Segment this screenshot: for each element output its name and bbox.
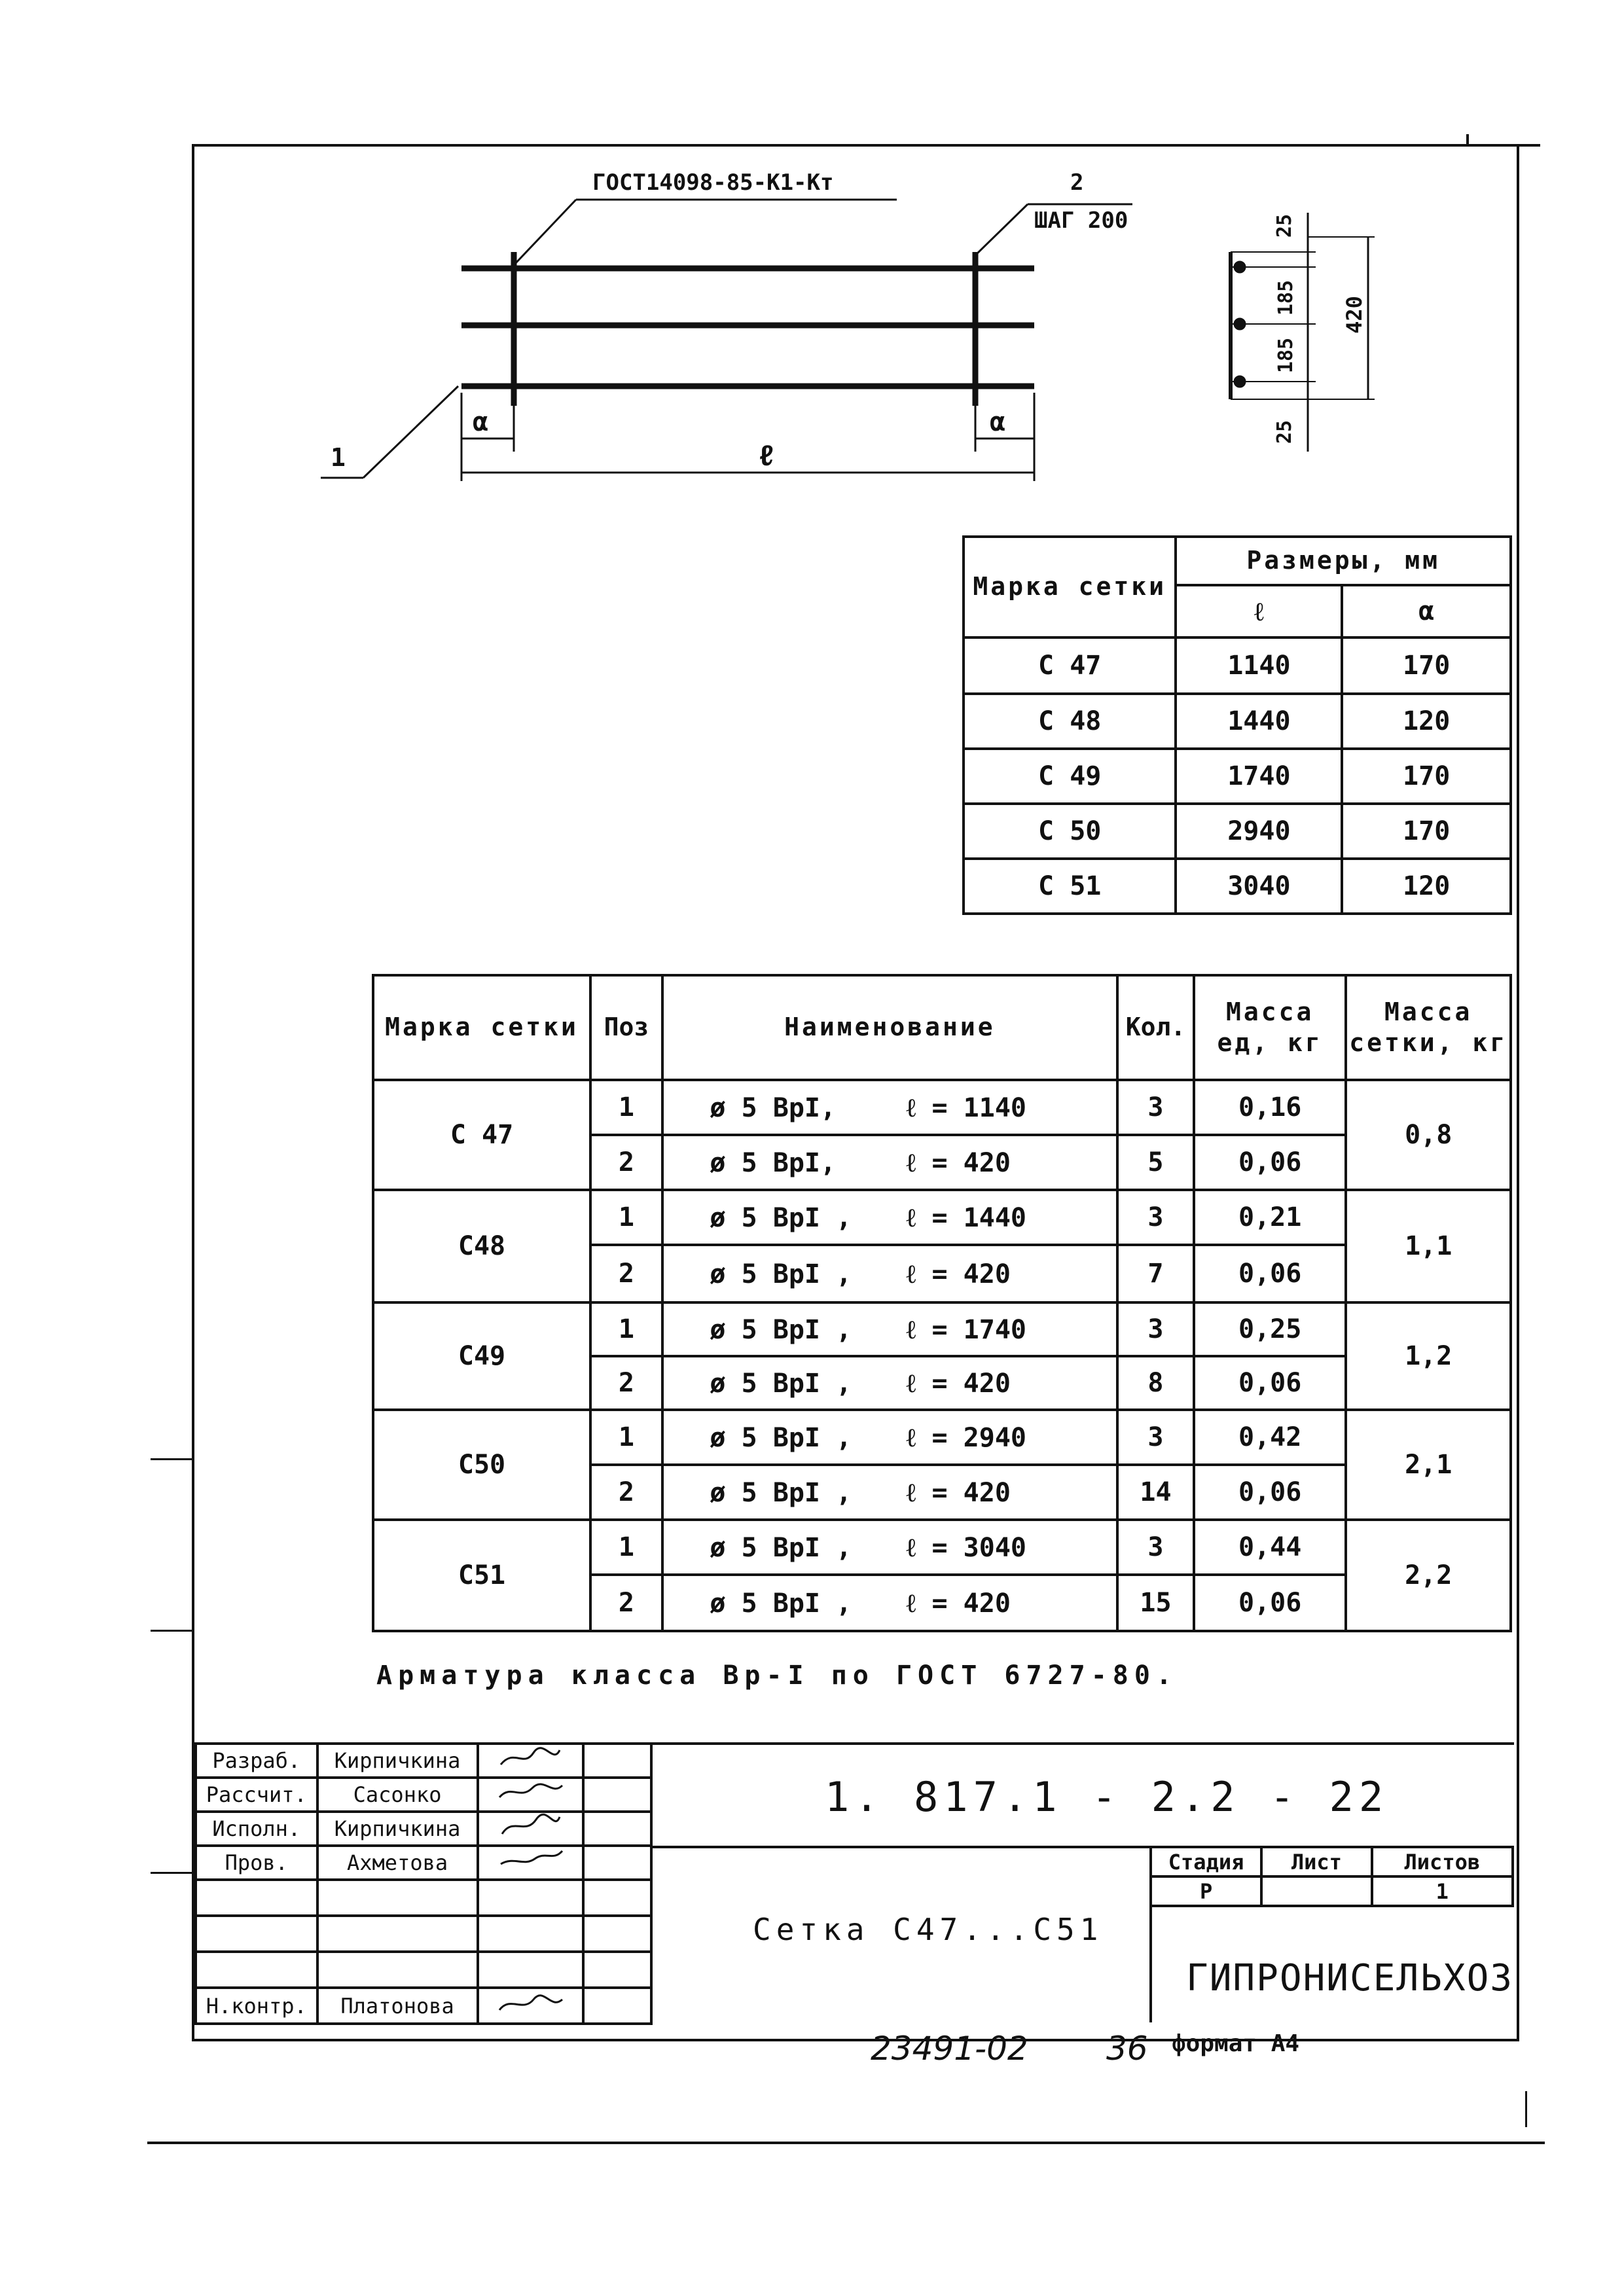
spec-qty: 3 (1117, 1190, 1194, 1245)
table-row (964, 749, 1511, 804)
spec-pos: 1 (590, 1190, 662, 1245)
dim-l: ℓ (758, 439, 776, 473)
role-name (317, 1916, 478, 1952)
spec-pos: 1 (590, 1302, 662, 1356)
bottom-rule (147, 2142, 1545, 2144)
date-cell (583, 1952, 651, 1988)
callout-2-number: 2 (1070, 170, 1084, 196)
spec-name (662, 1080, 1117, 1135)
role-name (317, 1952, 478, 1988)
spec-bar: ø 5 BpI , (710, 1588, 852, 1619)
spec-len: ℓ = 420 (906, 1147, 1011, 1178)
spec-name (662, 1245, 1117, 1302)
role-label: Рассчит. (196, 1778, 317, 1812)
spec-mark: С49 (373, 1302, 590, 1410)
spec-pos: 2 (590, 1575, 662, 1631)
table-row (964, 859, 1511, 914)
mesh-drawing (0, 0, 1624, 524)
spec-len: ℓ = 1140 (906, 1092, 1026, 1123)
sizes-l: 1140 (1176, 637, 1342, 694)
spec-name (662, 1135, 1117, 1190)
callout-2-step: ШАГ 200 (1034, 207, 1128, 234)
table-row (373, 1302, 1511, 1356)
sheets-label: Листов (1372, 1847, 1513, 1876)
format-label: формат А4 (1172, 2030, 1300, 2057)
spec-header-qty: Кол. (1117, 975, 1194, 1080)
sizes-l: 3040 (1176, 859, 1342, 914)
right-tick (1525, 2091, 1527, 2127)
spec-len: ℓ = 420 (906, 1259, 1011, 1289)
signature-empty (478, 1916, 583, 1952)
spec-header-mark: Марка сетки (373, 975, 590, 1080)
sizes-header-a: α (1342, 585, 1511, 637)
sheets-value: 1 (1372, 1876, 1513, 1906)
spec-name (662, 1575, 1117, 1631)
spec-qty: 3 (1117, 1520, 1194, 1575)
role-label (196, 1880, 317, 1916)
spec-header-mesh-mass: Масса сетки, кг (1346, 975, 1511, 1080)
role-name: Сасонко (317, 1778, 478, 1812)
signature (478, 1744, 583, 1778)
role-label (196, 1952, 317, 1988)
spec-mass: 0,44 (1194, 1520, 1346, 1575)
spec-len: ℓ = 1740 (906, 1314, 1026, 1345)
spec-mark: С 47 (373, 1080, 590, 1190)
table-row (373, 1080, 1511, 1135)
spec-mass: 0,06 (1194, 1135, 1346, 1190)
table-row (373, 1520, 1511, 1575)
sizes-l: 2940 (1176, 804, 1342, 859)
spec-pos: 2 (590, 1356, 662, 1410)
spec-len: ℓ = 1440 (906, 1202, 1026, 1233)
section-dim-mid1: 185 (1274, 279, 1298, 316)
signature-empty (478, 1880, 583, 1916)
spec-name (662, 1520, 1117, 1575)
spec-header-name: Наименование (662, 975, 1117, 1080)
stage-label: Стадия (1151, 1847, 1261, 1876)
sizes-mark: С 49 (964, 749, 1176, 804)
spec-qty: 3 (1117, 1302, 1194, 1356)
spec-qty: 7 (1117, 1245, 1194, 1302)
spec-pos: 1 (590, 1080, 662, 1135)
role-name: Платонова (317, 1988, 478, 2024)
spec-mass: 0,06 (1194, 1575, 1346, 1631)
spec-len: ℓ = 2940 (906, 1422, 1026, 1453)
spec-bar: ø 5 BpI , (710, 1532, 852, 1563)
spec-table (372, 974, 1512, 1632)
date-cell (583, 1916, 651, 1952)
date-cell (583, 1846, 651, 1880)
spec-bar: ø 5 BpI, (710, 1147, 837, 1178)
sheet-label: Лист (1261, 1847, 1371, 1876)
gost-label: ГОСТ14098-85-К1-Кт (592, 170, 834, 196)
doc-code: 1. 817.1 - 2.2 - 22 (825, 1773, 1389, 1821)
spec-name (662, 1410, 1117, 1465)
signature-empty (478, 1952, 583, 1988)
table-row (964, 804, 1511, 859)
section-dim-total: 420 (1341, 296, 1367, 334)
sizes-l: 1740 (1176, 749, 1342, 804)
section-dim-bottom: 25 (1273, 420, 1297, 444)
spec-mesh-mass: 1,1 (1346, 1190, 1511, 1302)
role-name (317, 1880, 478, 1916)
spec-len: ℓ = 420 (906, 1368, 1011, 1399)
stage-table (1149, 1846, 1514, 1907)
role-label (196, 1916, 317, 1952)
sizes-a: 120 (1342, 694, 1511, 749)
spec-qty: 8 (1117, 1356, 1194, 1410)
table-row (373, 1410, 1511, 1465)
spec-mass: 0,06 (1194, 1245, 1346, 1302)
leader-line (514, 200, 576, 265)
spec-bar: ø 5 BpI , (710, 1368, 852, 1399)
page-number: 36 (1106, 2030, 1148, 2068)
spec-mesh-mass: 0,8 (1346, 1080, 1511, 1190)
role-label: Разраб. (196, 1744, 317, 1778)
spec-mark: С51 (373, 1520, 590, 1631)
table-row (373, 1190, 1511, 1245)
role-label: Исполн. (196, 1812, 317, 1846)
section-dim-top: 25 (1273, 213, 1297, 238)
signature (478, 1812, 583, 1846)
role-label: Пров. (196, 1846, 317, 1880)
leader-line (975, 204, 1028, 255)
spec-mark: С50 (373, 1410, 590, 1520)
spec-bar: ø 5 BpI , (710, 1314, 852, 1345)
role-name: Кирпичкина (317, 1812, 478, 1846)
spec-mark: С48 (373, 1190, 590, 1302)
spec-mesh-mass: 2,2 (1346, 1520, 1511, 1631)
margin-tick (151, 1872, 192, 1874)
sizes-header-l: ℓ (1176, 585, 1342, 637)
sizes-l: 1440 (1176, 694, 1342, 749)
sizes-a: 170 (1342, 749, 1511, 804)
spec-name (662, 1356, 1117, 1410)
role-label: Н.контр. (196, 1988, 317, 2024)
spec-pos: 2 (590, 1245, 662, 1302)
sizes-table (962, 535, 1512, 915)
spec-header-unit-mass: Масса ед, кг (1194, 975, 1346, 1080)
sizes-mark: С 51 (964, 859, 1176, 914)
spec-qty: 15 (1117, 1575, 1194, 1631)
spec-qty: 3 (1117, 1410, 1194, 1465)
spec-qty: 3 (1117, 1080, 1194, 1135)
spec-bar: ø 5 BpI , (710, 1422, 852, 1453)
spec-len: ℓ = 420 (906, 1477, 1011, 1508)
spec-pos: 1 (590, 1520, 662, 1575)
signature (478, 1988, 583, 2024)
spec-bar: ø 5 BpI , (710, 1259, 852, 1289)
inventory-number: 23491-02 (871, 2030, 1028, 2068)
sizes-mark: С 47 (964, 637, 1176, 694)
date-cell (583, 1778, 651, 1812)
spec-name (662, 1465, 1117, 1520)
spec-name (662, 1190, 1117, 1245)
spec-mass: 0,21 (1194, 1190, 1346, 1245)
spec-qty: 14 (1117, 1465, 1194, 1520)
spec-mass: 0,42 (1194, 1410, 1346, 1465)
stage-value: Р (1151, 1876, 1261, 1906)
reinforcement-note: Арматура класса Вр-I по ГОСТ 6727-80. (376, 1660, 1178, 1691)
role-name: Ахметова (317, 1846, 478, 1880)
sheet-value (1261, 1876, 1371, 1906)
sizes-a: 170 (1342, 804, 1511, 859)
spec-bar: ø 5 BpI, (710, 1092, 837, 1123)
spec-pos: 2 (590, 1135, 662, 1190)
spec-mass: 0,06 (1194, 1465, 1346, 1520)
dim-a-right: α (990, 407, 1006, 437)
sizes-a: 170 (1342, 637, 1511, 694)
sizes-mark: С 50 (964, 804, 1176, 859)
spec-bar: ø 5 BpI , (710, 1477, 852, 1508)
spec-len: ℓ = 3040 (906, 1532, 1026, 1563)
date-cell (583, 1880, 651, 1916)
table-row (964, 637, 1511, 694)
spec-bar: ø 5 BpI , (710, 1202, 852, 1233)
sizes-header-sizes: Размеры, мм (1176, 537, 1511, 585)
date-cell (583, 1988, 651, 2024)
spec-mesh-mass: 2,1 (1346, 1410, 1511, 1520)
sizes-mark: С 48 (964, 694, 1176, 749)
role-name: Кирпичкина (317, 1744, 478, 1778)
spec-len: ℓ = 420 (906, 1588, 1011, 1619)
callout-1-number: 1 (331, 443, 346, 472)
spec-qty: 5 (1117, 1135, 1194, 1190)
margin-tick (151, 1458, 192, 1460)
spec-header-pos: Поз (590, 975, 662, 1080)
signature (478, 1846, 583, 1880)
date-cell (583, 1812, 651, 1846)
date-cell (583, 1744, 651, 1778)
signature (478, 1778, 583, 1812)
table-row (964, 694, 1511, 749)
spec-mass: 0,06 (1194, 1356, 1346, 1410)
dim-a-left: α (473, 407, 489, 437)
sheet-title: Сетка С47...С51 (753, 1912, 1104, 1947)
margin-tick (151, 1630, 192, 1632)
spec-pos: 2 (590, 1465, 662, 1520)
section-dim-mid2: 185 (1274, 337, 1298, 374)
spec-name (662, 1302, 1117, 1356)
sizes-header-mark: Марка сетки (964, 537, 1176, 637)
spec-mesh-mass: 1,2 (1346, 1302, 1511, 1410)
sizes-a: 120 (1342, 859, 1511, 914)
spec-mass: 0,25 (1194, 1302, 1346, 1356)
spec-mass: 0,16 (1194, 1080, 1346, 1135)
organization: ГИПРОНИСЕЛЬХОЗ (1186, 1957, 1514, 2000)
leader-line (363, 386, 458, 478)
title-block-roles (194, 1742, 653, 2025)
spec-pos: 1 (590, 1410, 662, 1465)
